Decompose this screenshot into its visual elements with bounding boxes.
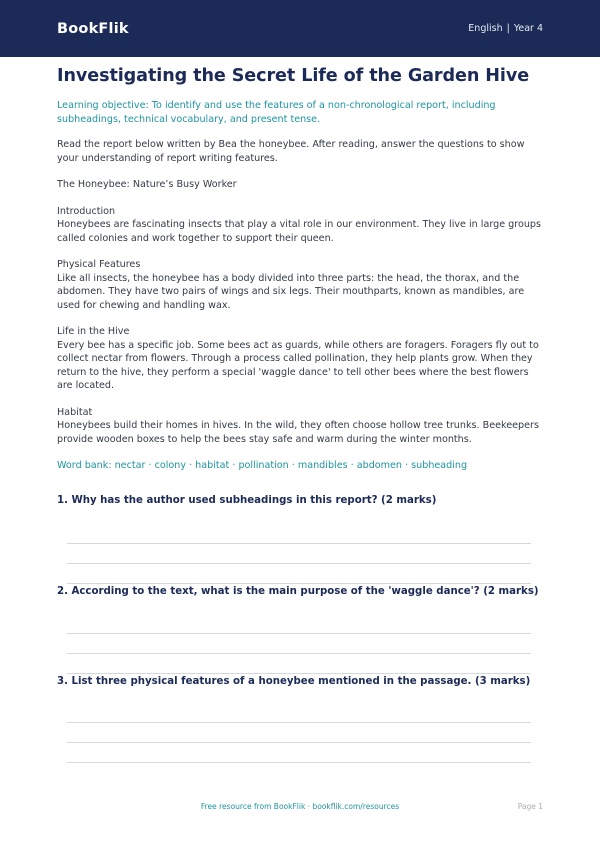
section-body: Every bee has a specific job. Some bees act as guards, while others are foragers. Foragers fly out to collect nectar from flowers. Through a process called pollination, they help plants grow. When they return to the hive, they perform a special 'waggle dance' to tell other bees where the best flowers are located. (57, 339, 539, 391)
section-life-in-hive (57, 325, 543, 393)
section-habitat (57, 406, 543, 447)
footer-resource-link[interactable]: Free resource from BookFlik · bookflik.com/resources (200, 802, 400, 811)
page-number: Page 1 (517, 802, 543, 811)
answer-line[interactable] (67, 653, 531, 654)
answer-line[interactable] (67, 563, 531, 564)
answer-line[interactable] (67, 673, 531, 674)
answer-line[interactable] (67, 633, 531, 634)
answer-line[interactable] (67, 583, 531, 584)
answer-lines[interactable] (67, 722, 531, 763)
section-physical-features (57, 258, 543, 312)
answer-lines[interactable] (67, 543, 531, 584)
meta-separator: | (506, 23, 510, 34)
subject-label: English (468, 23, 503, 34)
question-2 (57, 585, 543, 674)
answer-line[interactable] (67, 722, 531, 723)
year-label: Year 4 (513, 23, 543, 34)
brand-logo[interactable]: BookFlik (57, 20, 129, 37)
question-1 (57, 494, 543, 584)
page-title: Investigating the Secret Life of the Garden Hive (57, 66, 530, 86)
section-heading: Introduction (57, 205, 116, 217)
worksheet-content (57, 65, 543, 763)
subject-year (468, 23, 543, 34)
section-heading: Physical Features (57, 259, 141, 270)
answer-line[interactable] (67, 742, 531, 743)
question-text: 2. According to the text, what is the main purpose of the 'waggle dance'? (2 marks) (57, 585, 539, 597)
word-bank: Word bank: nectar · colony · habitat · pollination · mandibles · abdomen · subheading (57, 460, 468, 471)
section-heading: Life in the Hive (57, 326, 130, 337)
question-text: 1. Why has the author used subheadings in this report? (2 marks) (57, 494, 437, 506)
answer-line[interactable] (67, 543, 531, 544)
section-body: Honeybees build their homes in hives. In the wild, they often choose hollow tree trunks. Beekeepers provide wooden boxes to help the bees stay safe and warm during the winter months. (57, 420, 539, 445)
section-body: Honeybees are fascinating insects that play a vital role in our environment. They live in large groups called colonies and work together to support their queen. (57, 219, 542, 244)
learning-objective: Learning objective: To identify and use the features of a non-chronological report, including subheadings, technical vocabulary, and present tense. (57, 100, 496, 125)
section-body: Like all insects, the honeybee has a body divided into three parts: the head, the thorax, and the abdomen. They have two pairs of wings and six legs. Their mouthparts, known as mandibles, are used for chewing and handling wax. (57, 272, 525, 311)
report-title: The Honeybee: Nature’s Busy Worker (57, 179, 237, 190)
answer-line[interactable] (67, 762, 531, 763)
instructions: Read the report below written by Bea the honeybee. After reading, answer the questions to show your understanding of report writing features. (57, 139, 525, 164)
answer-lines[interactable] (67, 633, 531, 674)
section-heading: Habitat (57, 406, 93, 418)
question-3 (57, 675, 543, 763)
footer (0, 802, 600, 814)
question-text: 3. List three physical features of a honeybee mentioned in the passage. (3 marks) (57, 675, 531, 687)
header-bar (0, 0, 600, 57)
section-introduction (57, 205, 543, 246)
